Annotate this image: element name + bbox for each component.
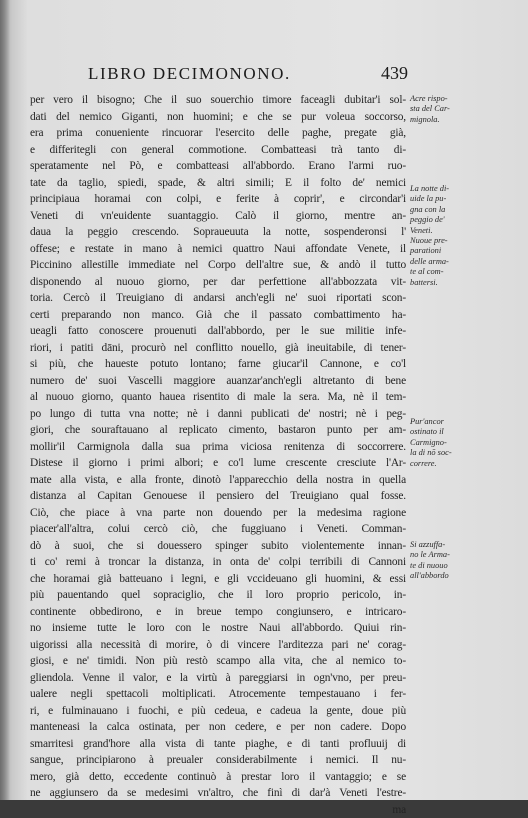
margin-note-4 [410, 417, 466, 469]
body-text [30, 92, 406, 818]
body-line: si più, che haueste potuto lontano; farne giucar'il Cannone, e co'l [30, 356, 406, 373]
margin-note-line: peggio de' [410, 215, 466, 225]
body-line: numero de' suoi Vascelli maggiore auanzar'anch'egli altretanto di bene [30, 373, 406, 390]
body-line: giosi, e ne' timidi. Non più restò scampo alla vita, che al nemico to- [30, 653, 406, 670]
body-line: sangue, principiarono à preualer considerabilmente i nemici. Il nu- [30, 752, 406, 769]
body-line: offese; e restate in mano à nemici quattro Naui affondate Venete, il [30, 241, 406, 258]
body-line: ti co' remi à troncar la distanza, in onta de' colpi terribili di Cannoni [30, 554, 406, 571]
margin-note-line: uide la pu- [410, 194, 466, 204]
body-line: dati del nemico Giganti, non huomini; e che se pur voleua soccorso, [30, 109, 406, 126]
margin-note-line: parationi [410, 246, 466, 256]
margin-note-line: te di nuouo [410, 561, 466, 571]
body-line: più pauentando quel sopraciglio, che il loro proprio pericolo, in- [30, 587, 406, 604]
body-line: speratamente nel Pò, e combatteasi all'abbordo. Erano l'armi ruo- [30, 158, 406, 175]
margin-note-line: La notte di- [410, 184, 466, 194]
margin-note-line: mignola. [410, 115, 466, 125]
body-line: e differitegli con general commotione. Combatteasi trà tanto di- [30, 142, 406, 159]
body-line: che horamai già batteuano i legni, e gli vccideuano gli huomini, & essi [30, 571, 406, 588]
body-line: mate alla vista, e alla fronte, dinotò l'apparecchio della nostra in quella [30, 472, 406, 489]
body-line: ri, e fulminauano i fuochi, e più cedeua, e cadeua la gente, doue più [30, 703, 406, 720]
page-number: 439 [381, 63, 408, 84]
margin-note-2 [410, 184, 466, 236]
margin-note-line: no le Arma- [410, 550, 466, 560]
body-line: tate da taglio, spiedi, spade, & altri simili; E il folto de' nemici [30, 175, 406, 192]
body-line: certi preparando non manco. Già che il passato combattimento ha- [30, 307, 406, 324]
body-line: per vero il bisogno; Che il suo souerchio timore faceagli dubitar'i sol- [30, 92, 406, 109]
margin-note-line: Acre rispo- [410, 94, 466, 104]
body-line: Veneti di vn'euidente suantaggio. Calò il giorno, mentre an- [30, 208, 406, 225]
margin-note-line: Veneti. [410, 226, 466, 236]
margin-note-line: all'abbordo [410, 571, 466, 581]
body-line: smarritesi grand'hore alla vista di tante piaghe, e di tanti profluuij di [30, 736, 406, 753]
body-line: giori, che souraftauano al replicato cimento, bastaron punto per am- [30, 422, 406, 439]
body-line: ma [30, 802, 406, 818]
margin-note-line: correre. [410, 459, 466, 469]
margin-note-line: delle arma- [410, 257, 466, 267]
body-line: uigorissi alla necessità di morire, ò di vincere l'arditezza pari ne' corag- [30, 637, 406, 654]
margin-note-line: battersi. [410, 278, 466, 288]
body-line: daua la peggio crescendo. Sopraueuuta la notte, sospenderonsi l' [30, 224, 406, 241]
body-line: mero, già detto, eccedente continuò à prestar loro il vantaggio; e se [30, 769, 406, 786]
binding-shadow [0, 0, 10, 800]
body-line: continente obbedirono, e in breue tempo congiunsero, e intricaro- [30, 604, 406, 621]
margin-note-3 [410, 236, 466, 288]
body-line: mollir'il Carmignola dalla sua prima viciosa renitenza di soccorrere. [30, 439, 406, 456]
body-line: principiaua horamai con colpi, e ferite à coprir', e circondar'i [30, 191, 406, 208]
margin-note-1 [410, 94, 466, 125]
margin-note-5 [410, 540, 466, 582]
body-line: disponendo al nuouo giorno, per dar perfettione all'abbozzata vit- [30, 274, 406, 291]
body-line: no insieme tutte le loro con le nostre Naui all'abbordo. Quiui rin- [30, 620, 406, 637]
page-header [88, 64, 408, 86]
body-line: Ciò, che piace à vna parte non douendo per la medesima ragione [30, 505, 406, 522]
body-line: distanza al Capitan Genouese il pensiero del Treuigiano qual fosse. [30, 488, 406, 505]
body-line: al nuouo giorno, quanto hauea risentito di male la sera. Ma, nè il tem- [30, 389, 406, 406]
body-line: riori, i patiti dāni, procurò nel conflitto nouello, già ineuitabile, di tener- [30, 340, 406, 357]
body-line: piacer'all'altra, colui cercò ciò, che fuggiuano i Veneti. Comman- [30, 521, 406, 538]
body-line: toria. Cercò il Treuigiano di andarsi anch'egli ne' suoi riportati scon- [30, 290, 406, 307]
body-line: ne aggiunsero da se medesimi vn'altro, che finì di dar'à Veneti l'estre- [30, 785, 406, 802]
margin-note-line: Carmigno- [410, 438, 466, 448]
body-line: ualere negli spettacoli moltiplicati. Atrocemente tempestauano i fer- [30, 686, 406, 703]
body-line: manteneasi la calca ostinata, per non cedere, e per non cadere. Dopo [30, 719, 406, 736]
margin-note-line: te al com- [410, 267, 466, 277]
margin-note-line: la di nō soc- [410, 448, 466, 458]
margin-note-line: Nuoue pre- [410, 236, 466, 246]
running-title: LIBRO DECIMONONO. [88, 64, 291, 84]
body-line: gliendola. Venne il valor, e la virtù à pareggiarsi in ogn'vno, per preu- [30, 670, 406, 687]
body-line: Piccinino allestille immediate nel Corpo dell'altre sue, & andò il tutto [30, 257, 406, 274]
body-line: dò à suoi, che si douessero spinger subito violentemente innan- [30, 538, 406, 555]
margin-note-line: sta del Car- [410, 104, 466, 114]
margin-note-line: gna con la [410, 205, 466, 215]
body-line: era prima conueniente rincuorar l'esercito delle paghe, pregate già, [30, 125, 406, 142]
margin-note-line: Si azzuffa- [410, 540, 466, 550]
margin-note-line: Pur'ancor [410, 417, 466, 427]
body-line: Distese il giorno i primi albori; e co'l lume crescente cresciute l'Ar- [30, 455, 406, 472]
body-line: ueagli fatto conoscere prouenuti dall'abbordo, per le sue militie infe- [30, 323, 406, 340]
body-line: po lungo di tutta vna notte; nè i danni publicati de' nostri; nè i peg- [30, 406, 406, 423]
margin-note-line: ostinato il [410, 427, 466, 437]
